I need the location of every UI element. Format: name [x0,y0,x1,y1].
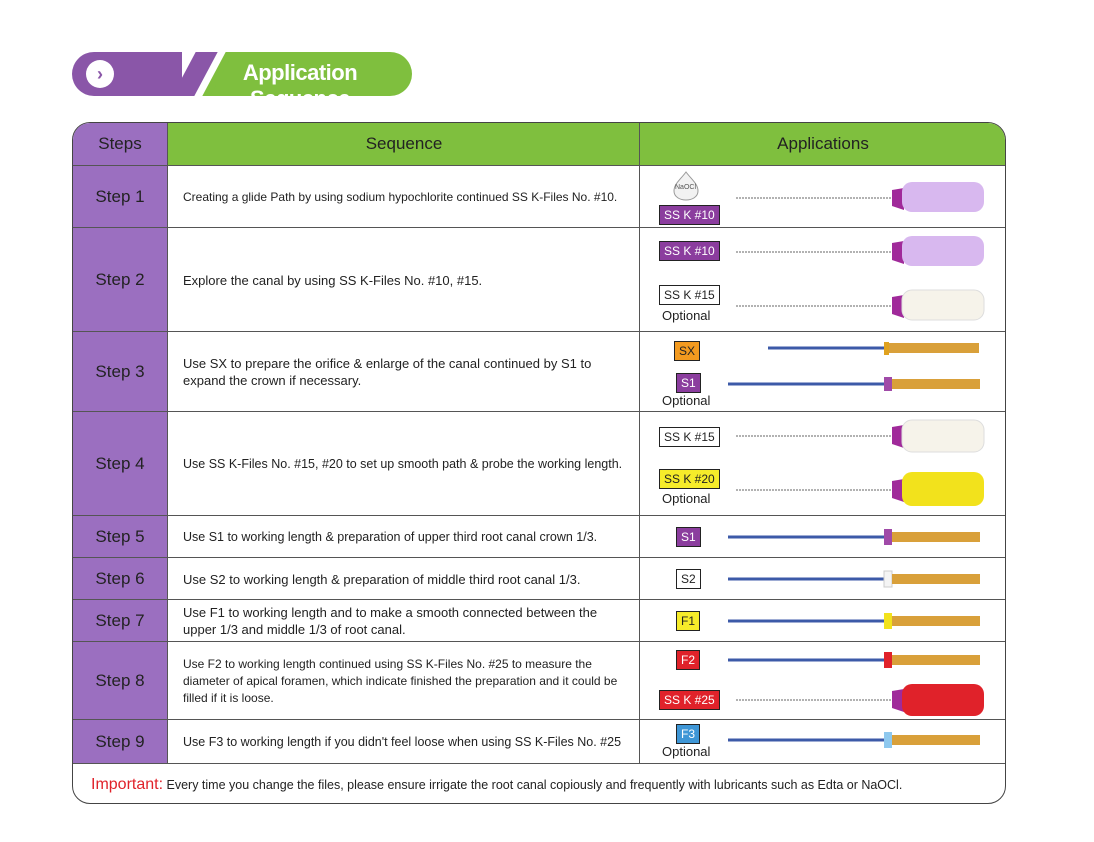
file-tag: F2 [676,650,700,670]
rotary-file-instrument [640,642,1006,720]
file-tag: SS K #20 [659,469,720,489]
rotary-file-instrument [640,516,1006,558]
table-row [73,411,1005,516]
step-label: Step 1 [73,166,167,228]
application-cell [639,166,1006,228]
application-cell [639,412,1006,516]
rotary-file-instrument [640,720,1006,764]
file-tag: SS K #25 [659,690,720,710]
table-row [73,227,1005,332]
file-tag: S1 [676,527,701,547]
optional-label: Optional [662,491,711,506]
important-note [91,776,902,794]
rotary-file-instrument [640,558,1006,600]
k-file-instrument [640,228,1006,332]
file-tag: F3 [676,724,700,744]
banner-title: Application Sequence [242,60,358,111]
file-tag: S1 [676,373,701,393]
application-cell [639,642,1006,720]
file-tag: SS K #10 [659,241,720,261]
step-description: Use S2 to working length & preparation of middle third root canal 1/3. [167,558,645,600]
table-row [73,331,1005,412]
step-label: Step 5 [73,516,167,558]
important-label: Important: [91,776,164,793]
section-banner [72,52,412,111]
optional-label: Optional [662,744,711,759]
step-description: Use F2 to working length continued using SS K-Files No. #25 to measure the diameter of apical foramen, which indicate finished the preparation and it could be filled if it is loose. [167,642,633,720]
optional-label: Optional [662,393,711,408]
rotary-file-instrument [640,600,1006,642]
step-description: Creating a glide Path by using sodium hypochlorite continued SS K-Files No. #10. [167,166,645,228]
step-description: Use SX to prepare the orifice & enlarge of the canal continued by S1 to expand the crown if necessary. [167,332,623,412]
application-cell [639,228,1006,332]
file-tag: SS K #10 [659,205,720,225]
step-description: Use F1 to working length and to make a smooth connected between the upper 1/3 and middle 1/3 of root canal. [167,600,613,642]
table-row [73,641,1005,720]
file-tag: SS K #15 [659,427,720,447]
header-sequence: Sequence [167,123,640,165]
table-row [73,599,1005,642]
application-table [72,122,1006,804]
step-label: Step 7 [73,600,167,642]
step-label: Step 4 [73,412,167,516]
application-cell [639,600,1006,642]
step-label: Step 2 [73,228,167,332]
table-row [73,165,1005,228]
step-label: Step 8 [73,642,167,720]
file-tag: S2 [676,569,701,589]
file-tag: SS K #15 [659,285,720,305]
header-steps: Steps [73,123,167,165]
application-cell [639,720,1006,764]
k-file-instrument [640,412,1006,516]
table-row [73,515,1005,558]
step-label: Step 6 [73,558,167,600]
application-cell [639,332,1006,412]
table-row [73,719,1005,764]
rotary-file-instrument [640,332,1006,412]
important-note-row [73,763,1005,804]
step-description: Use S1 to working length & preparation of upper third root canal crown 1/3. [167,516,645,558]
step-description: Use SS K-Files No. #15, #20 to set up smooth path & probe the working length. [167,412,645,516]
step-label: Step 9 [73,720,167,764]
k-file-instrument [640,166,1006,228]
optional-label: Optional [662,308,711,323]
step-description: Use F3 to working length if you didn't feel loose when using SS K-Files No. #25 [167,720,645,764]
naocl-label: NaOCl [675,184,697,191]
table-row [73,557,1005,600]
step-label: Step 3 [73,332,167,412]
header-applications: Applications [639,123,1006,165]
application-cell [639,558,1006,600]
chevron-right-icon: › [86,60,114,88]
file-tag: F1 [676,611,700,631]
important-text: Every time you change the files, please ensure irrigate the root canal copiously and frequently with lubricants such as Edta or NaOCl. [163,778,903,792]
step-description: Explore the canal by using SS K-Files No. #10, #15. [167,228,645,332]
application-cell [639,516,1006,558]
file-tag: SX [674,341,700,361]
